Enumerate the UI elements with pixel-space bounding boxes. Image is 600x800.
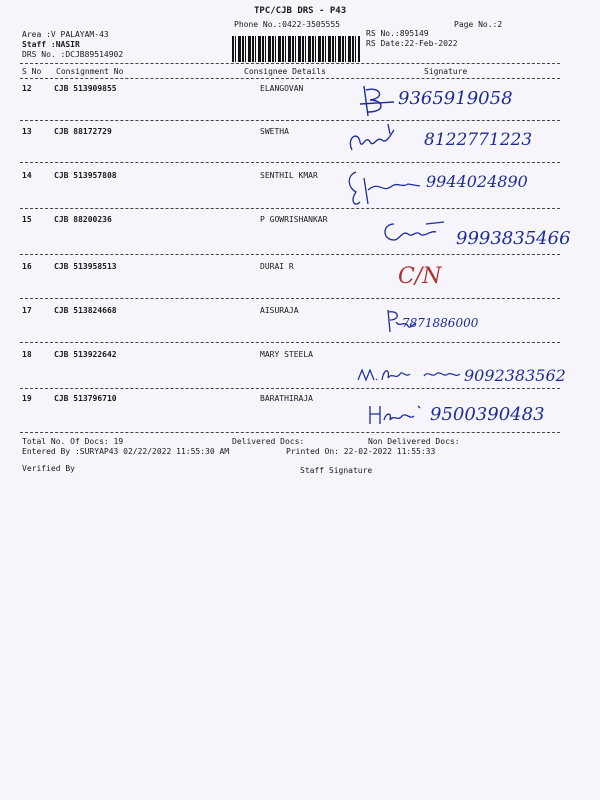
area-label: Area :V PALAYAM-43 — [22, 30, 109, 39]
handwritten-phone: 9500390483 — [430, 404, 545, 425]
handwritten-phone: 9944024890 — [426, 172, 528, 191]
total-docs: Total No. Of Docs: 19 — [22, 437, 124, 446]
row-consignee: ELANGOVAN — [260, 84, 304, 93]
entered-by: Entered By :SURYAP43 02/22/2022 11:55:30 AM — [22, 447, 230, 456]
row-consignment: CJB 513957808 — [54, 171, 117, 180]
barcode — [232, 36, 360, 62]
row-sno: 16 — [22, 262, 32, 271]
column-header-consignment: Consignment No — [56, 67, 124, 76]
row-consignee: SENTHIL KMAR — [260, 171, 318, 180]
signature-scribble — [346, 164, 424, 210]
row-consignment: CJB 513909855 — [54, 84, 117, 93]
row-consignee: BARATHIRAJA — [260, 394, 313, 403]
verified-by: Verified By — [22, 464, 75, 473]
row-sno: 18 — [22, 350, 32, 359]
document-title: TPC/CJB DRS - P43 — [254, 6, 347, 16]
handwritten-phone: 8122771223 — [424, 130, 533, 150]
row-divider — [20, 162, 560, 163]
drs-number: DRS No. :DCJB89514902 — [22, 50, 124, 59]
row-sno: 13 — [22, 127, 32, 136]
signature-scribble — [380, 218, 452, 248]
delivered-docs: Delivered Docs: — [232, 437, 305, 446]
printed-on: Printed On: 22-02-2022 11:55:33 — [286, 447, 436, 456]
signature-scribble — [366, 402, 428, 428]
rs-date: RS Date:22-Feb-2022 — [366, 39, 458, 48]
row-consignee: SWETHA — [260, 127, 289, 136]
handwritten-cn-mark: C/N — [398, 264, 442, 289]
row-divider — [20, 432, 560, 433]
signature-scribble — [358, 82, 398, 120]
row-sno: 15 — [22, 215, 32, 224]
staff-signature: Staff Signature — [300, 466, 373, 475]
row-sno: 17 — [22, 306, 32, 315]
row-sno: 12 — [22, 84, 32, 93]
non-delivered-docs: Non Delivered Docs: — [368, 437, 460, 446]
column-header-consignee: Consignee Details — [244, 67, 326, 76]
row-consignee: AISURAJA — [260, 306, 299, 315]
row-divider — [20, 120, 560, 121]
row-divider — [20, 208, 560, 209]
row-consignment: CJB 88172729 — [54, 127, 112, 136]
handwritten-phone: 9365919058 — [398, 88, 513, 109]
row-consignment: CJB 513958513 — [54, 262, 117, 271]
row-sno: 14 — [22, 171, 32, 180]
row-consignment: CJB 513796710 — [54, 394, 117, 403]
row-consignee: MARY STEELA — [260, 350, 313, 359]
handwritten-phone: 7871886000 — [402, 316, 479, 330]
row-divider — [20, 388, 560, 389]
handwritten-phone: 9993835466 — [456, 228, 571, 249]
divider — [20, 78, 560, 79]
row-consignment: CJB 513824668 — [54, 306, 117, 315]
row-consignee: DURAI R — [260, 262, 294, 271]
page-number: Page No.:2 — [454, 20, 503, 29]
phone-number: Phone No.:0422-3505555 — [234, 20, 340, 29]
column-header-signature: Signature — [424, 67, 468, 76]
row-sno: 19 — [22, 394, 32, 403]
row-consignment: CJB 513922642 — [54, 350, 117, 359]
staff-label: Staff :NASIR — [22, 40, 80, 49]
signature-scribble — [344, 120, 404, 158]
signature-scribble — [356, 364, 464, 386]
row-divider — [20, 342, 560, 343]
row-consignee: P GOWRISHANKAR — [260, 215, 328, 224]
handwritten-phone: 9092383562 — [464, 366, 566, 385]
divider — [20, 63, 560, 64]
column-header-sno: S No — [22, 67, 42, 76]
row-consignment: CJB 88200236 — [54, 215, 112, 224]
rs-number: RS No.:895149 — [366, 29, 429, 38]
row-divider — [20, 254, 560, 255]
row-divider — [20, 298, 560, 299]
